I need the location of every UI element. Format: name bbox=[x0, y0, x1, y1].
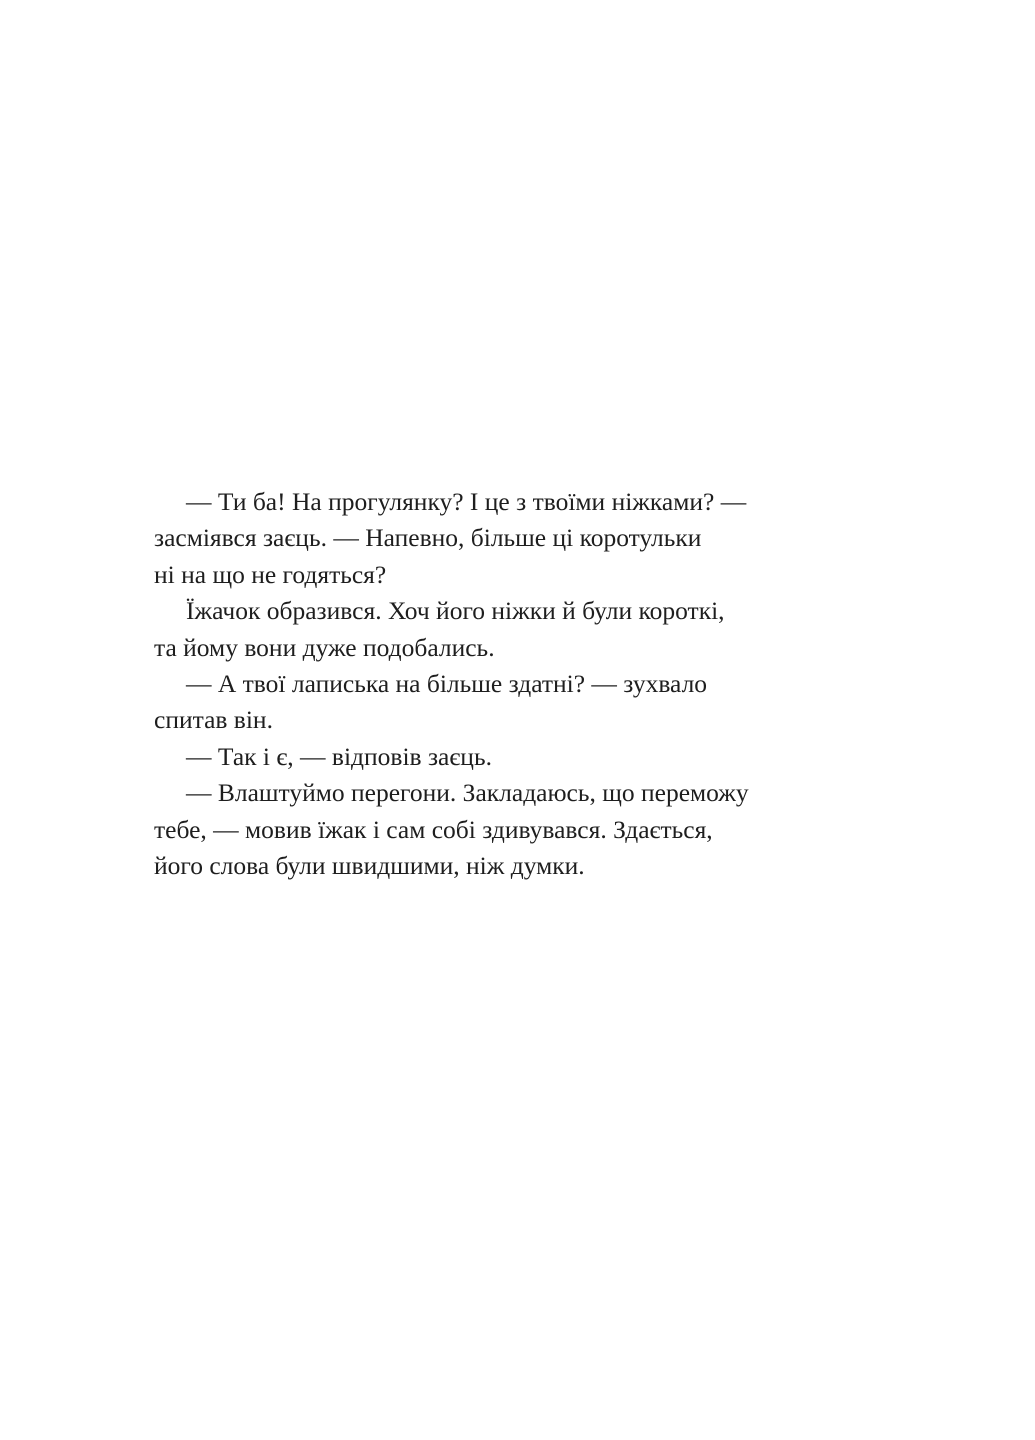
text-line: — Ти ба! На прогулянку? І це з твоїми ніжками? — bbox=[186, 487, 747, 516]
paragraph-3 bbox=[154, 666, 834, 739]
text-line: засміявся заєць. — Напевно, більше ці коротульки bbox=[154, 523, 702, 553]
paragraph-5 bbox=[154, 775, 834, 884]
text-line: його слова були швидшими, ніж думки. bbox=[154, 851, 585, 881]
text-line: тебе, — мовив їжак і сам собі здивувався. Здається, bbox=[154, 814, 713, 844]
text-line: Їжачок образився. Хоч його ніжки й були короткі, bbox=[186, 596, 725, 626]
text-line: — Так і є, — відповів заєць. bbox=[186, 741, 492, 771]
text-line: ні на що не годяться? bbox=[154, 559, 387, 589]
paragraph-2 bbox=[154, 593, 834, 666]
story-text bbox=[154, 484, 834, 884]
text-line: та йому вони дуже подобались. bbox=[154, 632, 495, 662]
text-line: — А твої лаписька на більше здатні? — зухвало bbox=[186, 669, 708, 699]
text-line: спитав він. bbox=[154, 705, 273, 735]
text-line: — Влаштуймо перегони. Закладаюсь, що переможу bbox=[186, 778, 749, 808]
paragraph-4 bbox=[154, 739, 834, 775]
paragraph-1 bbox=[154, 484, 834, 593]
